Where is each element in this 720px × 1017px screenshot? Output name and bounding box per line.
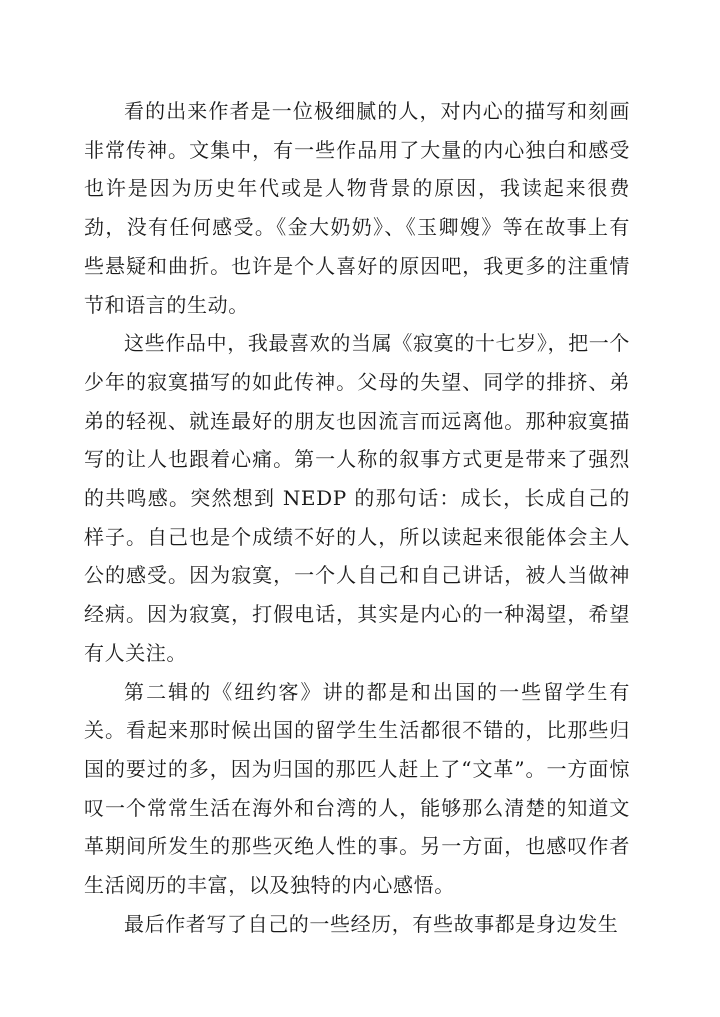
paragraph-4: 最后作者写了自己的一些经历，有些故事都是身边发生 <box>124 911 619 936</box>
paragraph-2: 这些作品中，我最喜欢的当属《寂寞的十七岁》，把一个少年的寂寞描写的如此传神。父母的失望、同学的排挤、弟弟的轻视、就连最好的朋友也因流言而远离他。那种寂寞描写的让人也跟着心痛。第一人称的叙事方式更是带来了强烈的共鸣感。突然想到 NEDP 的那句话：成长，长成自己的样子。自己也是个成绩不好的人，所以读起来很能体会主人公的感受。因为寂寞，一个人自己和自己讲话，被人当做神经病。因为寂寞，打假电话，其实是内心的一种渴望，希望有人关注。 <box>84 331 630 665</box>
paragraph-3: 第二辑的《纽约客》讲的都是和出国的一些留学生有关。看起来那时候出国的留学生生活都很不错的，比那些归国的要过的多，因为归国的那匹人赶上了“文革”。一方面惊叹一个常常生活在海外和台湾的人，能够那么清楚的知道文革期间所发生的那些灭绝人性的事。另一方面，也感叹作者生活阅历的丰富，以及独特的内心感悟。 <box>84 679 630 898</box>
document-body <box>84 92 630 943</box>
paragraph-1: 看的出来作者是一位极细腻的人，对内心的描写和刻画非常传神。文集中，有一些作品用了大量的内心独白和感受也许是因为历史年代或是人物背景的原因，我读起来很费劲，没有任何感受。《金大奶奶》、《玉卿嫂》等在故事上有些悬疑和曲折。也许是个人喜好的原因吧，我更多的注重情节和语言的生动。 <box>84 99 630 317</box>
